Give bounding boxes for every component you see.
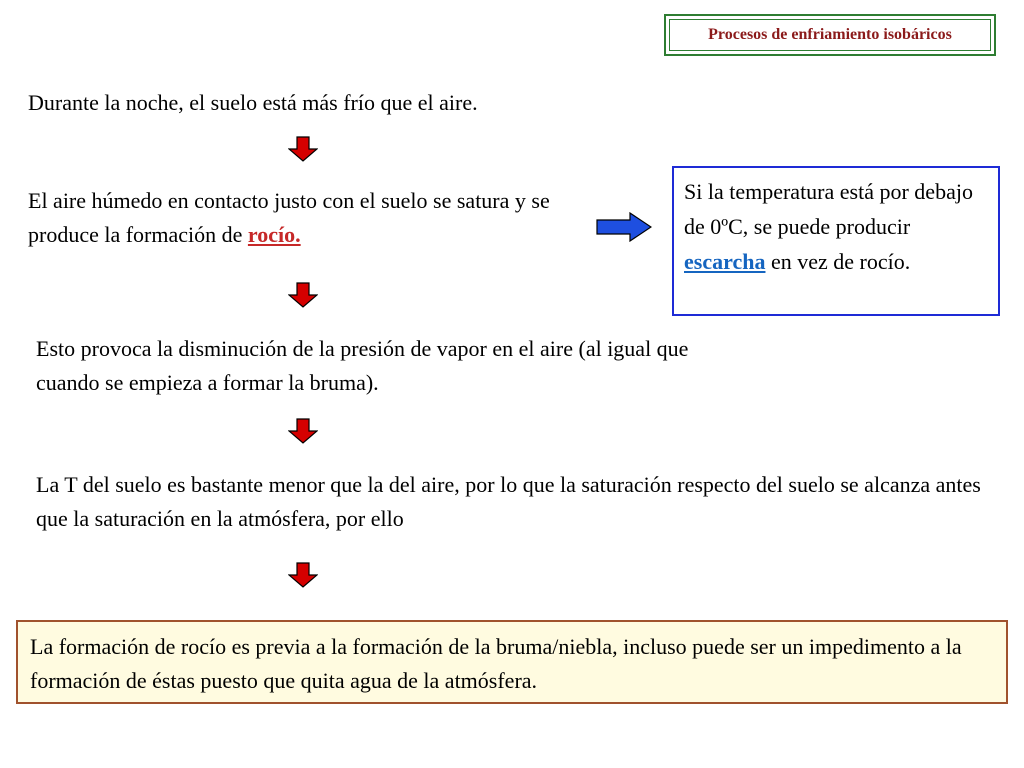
slide-title: Procesos de enfriamiento isobáricos: [669, 19, 991, 51]
conclusion-box: [16, 620, 1008, 704]
side-note-after: en vez de rocío.: [770, 249, 911, 274]
down-arrow-icon: [288, 418, 318, 444]
down-arrow-icon: [288, 282, 318, 308]
conclusion-text: La formación de rocío es previa a la formación de la bruma/niebla, incluso puede ser un impedimento a la formación de éstas puesto que quita agua de la atmósfera.: [30, 634, 962, 693]
side-note-before: Si la temperatura está por debajo de 0ºC, se puede producir: [684, 179, 973, 239]
step-4-text: La T del suelo es bastante menor que la del aire, por lo que la saturación respecto del suelo se alcanza antes que la saturación en la atmósfera, por ello: [36, 472, 981, 531]
step-1-text: Durante la noche, el suelo está más frío que el aire.: [28, 90, 478, 115]
side-note-box: [672, 166, 1000, 316]
step-3-text: Esto provoca la disminución de la presión de vapor en el aire (al igual que cuando se empieza a formar la bruma).: [36, 336, 689, 395]
step-2-body: El aire húmedo en contacto justo con el suelo se satura y se produce la formación de: [28, 188, 550, 247]
escarcha-highlight: escarcha: [684, 249, 766, 274]
right-arrow-icon: [596, 212, 652, 242]
down-arrow-icon: [288, 136, 318, 162]
title-box: [664, 14, 996, 56]
down-arrow-icon: [288, 562, 318, 588]
rocio-highlight: rocío.: [247, 222, 301, 247]
step-2-text: [28, 184, 588, 252]
